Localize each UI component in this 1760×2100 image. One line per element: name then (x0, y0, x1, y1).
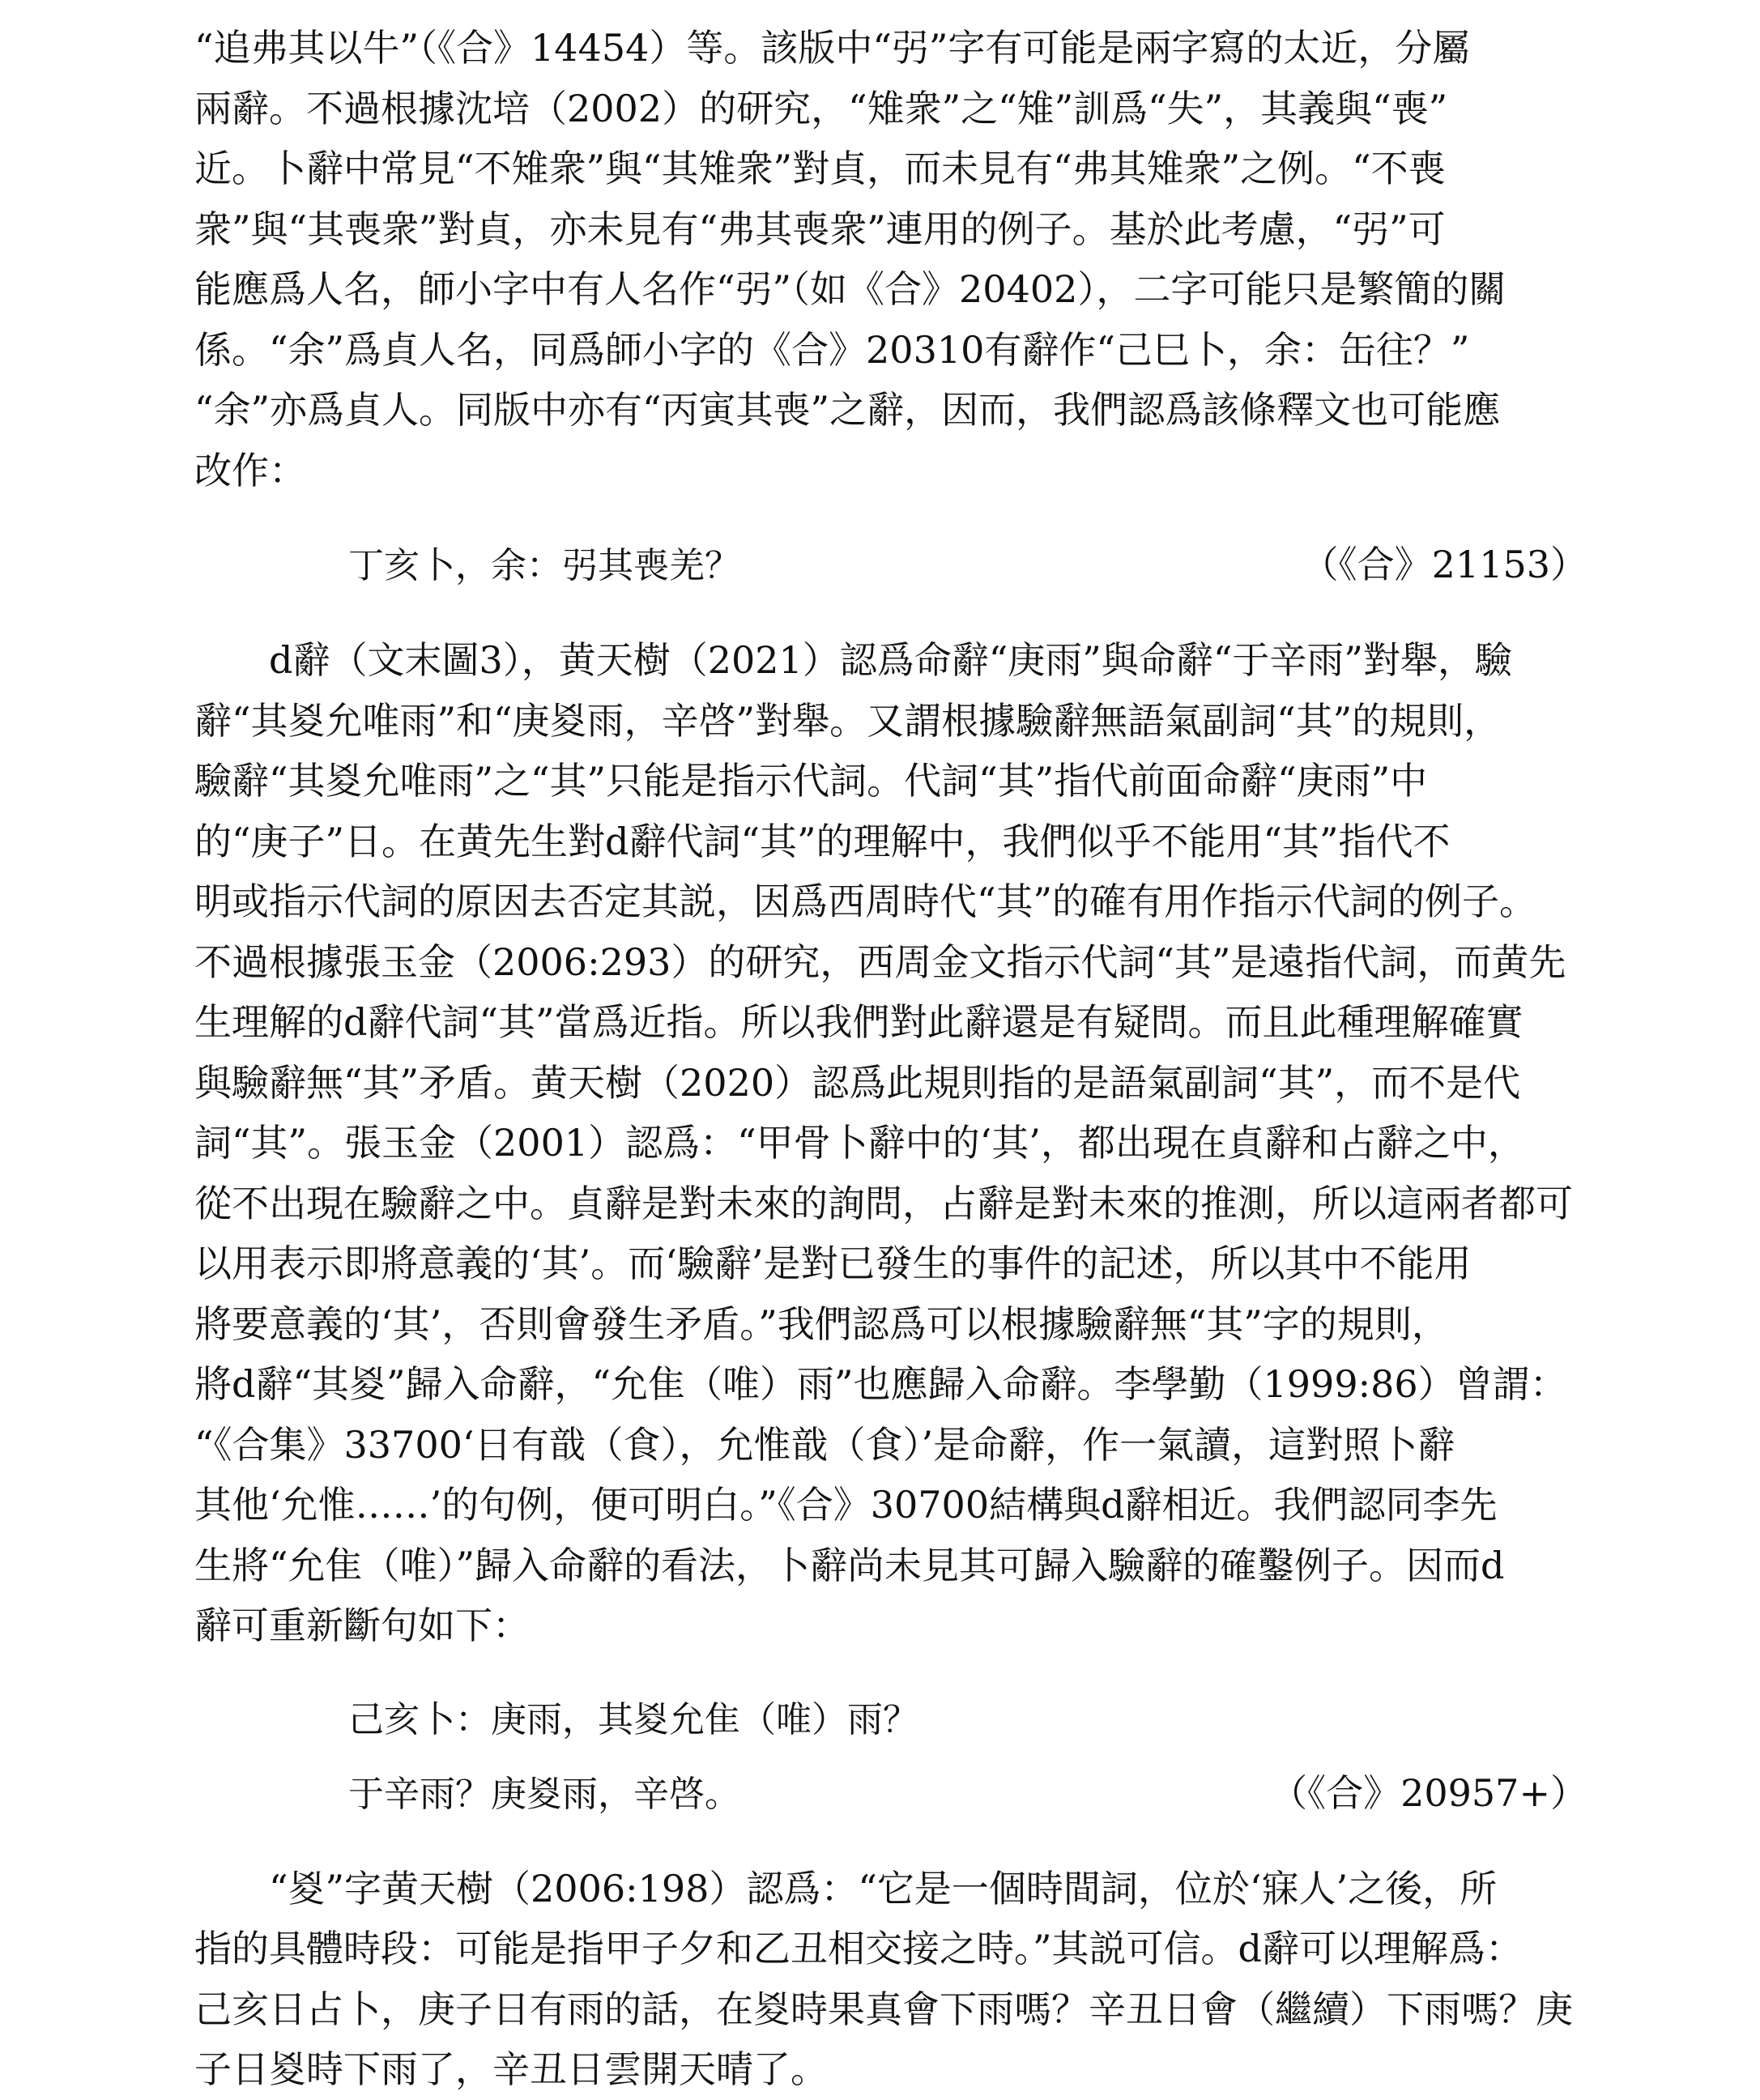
inscription-source: （《合》21153） (1301, 543, 1587, 586)
text-line: 以用表示即將意義的‘其’。而‘驗辭’是對已發生的事件的記述，所以其中不能用 (194, 1242, 1472, 1285)
text-line: 驗辭“其㚇允唯雨”之“其”只能是指示代詞。代詞“其”指代前面命辭“庚雨”中 (194, 759, 1428, 803)
inscription-quote-2 (348, 1684, 1587, 1831)
text-line: “㚇”字黄天樹（2006:198）認爲：“它是一個時間詞，位於‘寐人’之後，所 (269, 1866, 1498, 1910)
text-line: 明或指示代詞的原因去否定其説，因爲西周時代“其”的確有用作指示代詞的例子。 (194, 880, 1537, 923)
text-line: d辭（文末圖3），黄天樹（2021）認爲命辭“庚雨”與命辭“于辛雨”對舉，驗 (269, 638, 1512, 682)
text-line: 子日㚇時下雨了，辛丑日雲開天晴了。 (194, 2047, 828, 2091)
text-line: 與驗辭無“其”矛盾。黄天樹（2020）認爲此規則指的是語氣副詞“其”，而不是代 (194, 1060, 1521, 1105)
text-line: “《合集》33700‘日有戠（食），允惟戠（食）’是命辭，作一氣讀，這對照卜辭 (194, 1422, 1455, 1467)
text-line: 將d辭“其㚇”歸入命辭，“允隹（唯）雨”也應歸入命辭。李學勤（1999:86）曾謂： (194, 1362, 1567, 1406)
document-page (194, 18, 1587, 2100)
inscription-line (348, 528, 1587, 603)
text-line: 係。“余”爲貞人名，同爲師小字的《合》20310有辭作“己巳卜，余：缶往？” (194, 327, 1470, 372)
text-line: 生理解的d辭代詞“其”當爲近指。所以我們對此辭還是有疑問。而且此種理解確實 (194, 1000, 1523, 1044)
text-line: 辭可重新斷句如下： (194, 1604, 530, 1647)
body-paragraph-2 (194, 630, 1587, 1656)
text-line: “余”亦爲貞人。同版中亦有“丙寅其喪”之辭，因而，我們認爲該條釋文也可能應 (194, 388, 1501, 432)
inscription-text: 于辛雨？庚㚇雨，辛啓。 (348, 1773, 740, 1815)
inscription-quote-1 (348, 528, 1587, 603)
text-line: 己亥日占卜，庚子日有雨的話，在㚇時果真會下雨嗎？辛丑日會（繼續）下雨嗎？庚 (194, 1987, 1573, 2031)
text-line: “追弗其以牛”（《合》14454）等。該版中“弜”字有可能是兩字寫的太近，分屬 (194, 26, 1470, 70)
text-line: 從不出現在驗辭之中。貞辭是對未來的詢問，占辭是對未來的推測，所以這兩者都可 (194, 1181, 1573, 1225)
inscription-text: 己亥卜：庚雨，其㚇允隹（唯）雨？ (348, 1698, 918, 1740)
text-line: 生將“允隹（唯）”歸入命辭的看法，卜辭尚未見其可歸入驗辭的確鑿例子。因而d (194, 1543, 1505, 1587)
text-line: 能應爲人名，師小字中有人名作“弜”（如《合》20402），二字可能只是繁簡的關 (194, 267, 1506, 311)
text-line: 將要意義的‘其’，否則會發生矛盾。”我們認爲可以根據驗辭無“其”字的規則， (194, 1301, 1449, 1346)
inscription-source: （《合》20957+） (1270, 1770, 1587, 1815)
body-paragraph-3 (194, 1859, 1587, 2100)
text-line: 兩辭。不過根據沈培（2002）的研究，“雉衆”之“雉”訓爲“失”，其義與“喪” (194, 86, 1448, 130)
intro-paragraph (194, 18, 1587, 501)
text-line: 衆”與“其喪衆”對貞，亦未見有“弗其喪衆”連用的例子。基於此考慮，“弜”可 (194, 207, 1446, 251)
text-line: 詞“其”。張玉金（2001）認爲：“甲骨卜辭中的‘其’，都出現在貞辭和占辭之中， (194, 1121, 1525, 1165)
inscription-text: 丁亥卜，余：弜其喪羌？ (348, 545, 740, 586)
text-line: 不過根據張玉金（2006:293）的研究，西周金文指示代詞“其”是遠指代詞，而黄先 (194, 939, 1566, 984)
text-line: 其他‘允惟……’的句例，便可明白。”《合》30700結構與d辭相近。我們認同李先 (194, 1483, 1498, 1527)
text-line: 近。卜辭中常見“不雉衆”與“其雉衆”對貞，而未見有“弗其雉衆”之例。“不喪 (194, 147, 1446, 190)
text-line: 辭“其㚇允唯雨”和“庚㚇雨，辛啓”對舉。又謂根據驗辭無語氣副詞“其”的規則， (194, 698, 1502, 743)
text-line: 指的具體時段：可能是指甲子夕和乙丑相交接之時。”其説可信。d辭可以理解爲： (194, 1927, 1523, 1970)
inscription-line (348, 1757, 1587, 1831)
inscription-line (348, 1684, 1587, 1757)
text-line: 的“庚子”日。在黄先生對d辭代詞“其”的理解中，我們似乎不能用“其”指代不 (194, 819, 1451, 863)
text-line: 改作： (194, 448, 306, 492)
